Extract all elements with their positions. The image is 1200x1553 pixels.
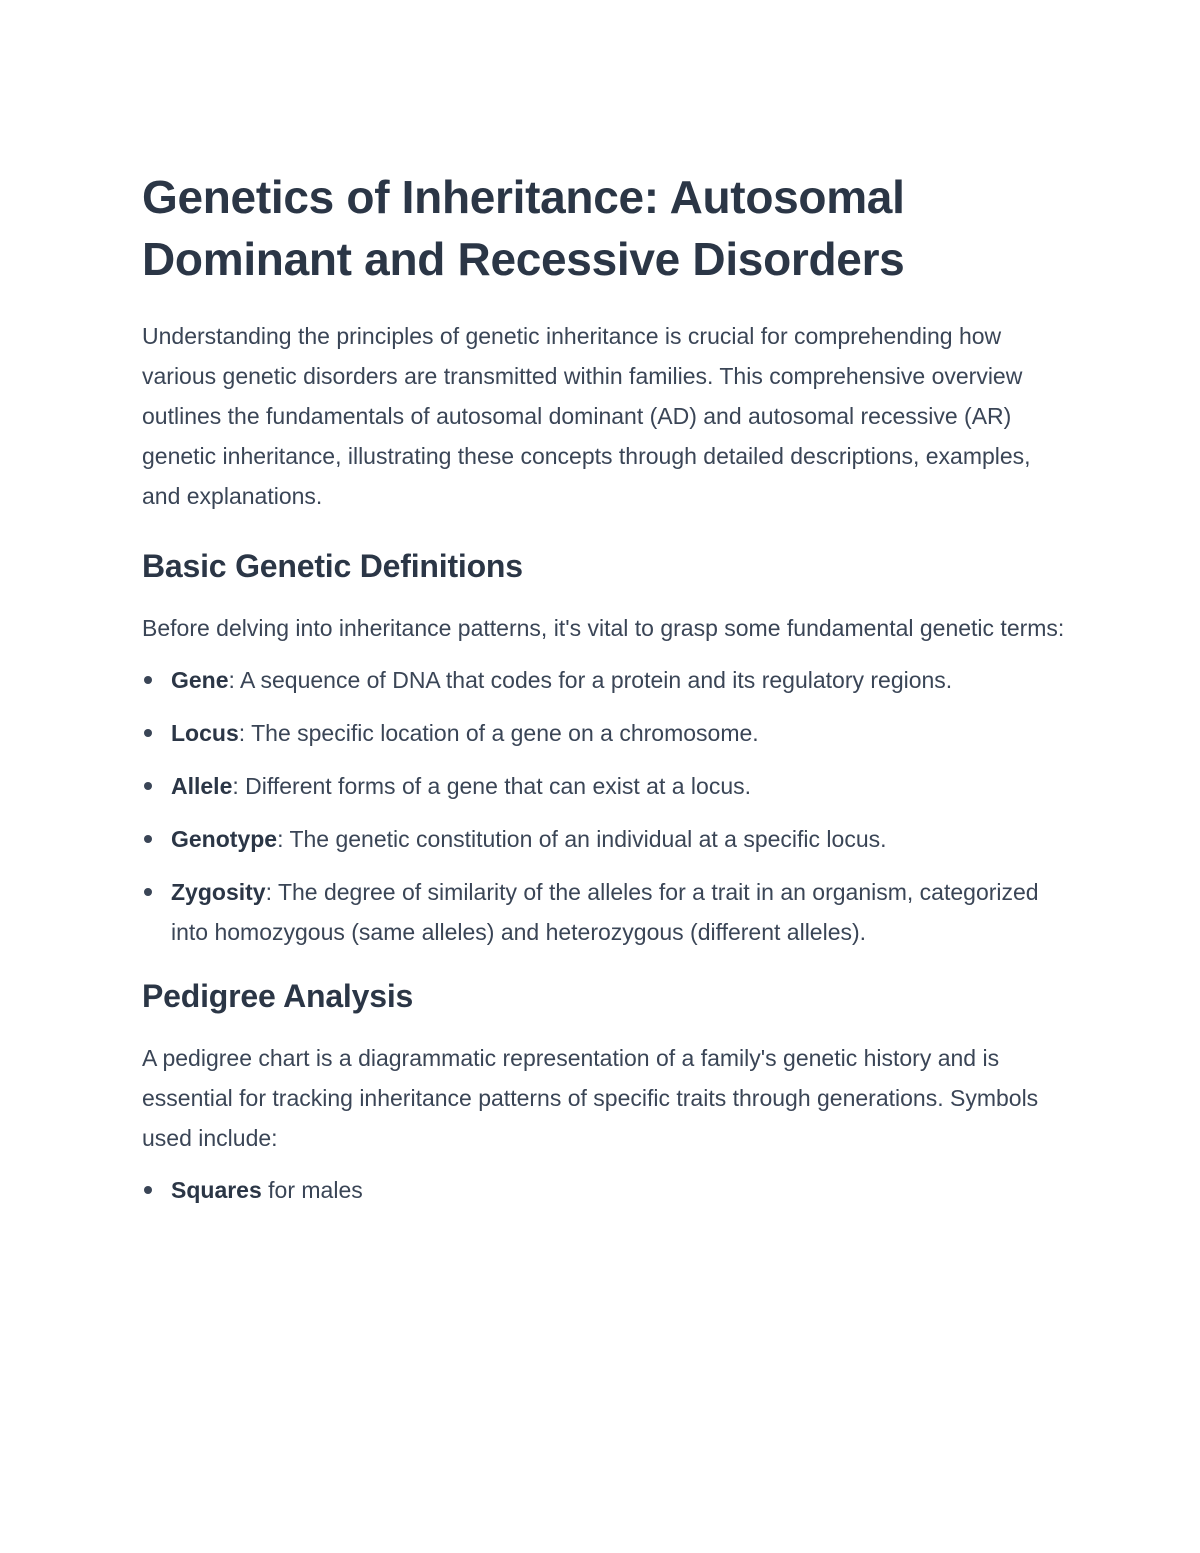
document-title: Genetics of Inheritance: Autosomal Dominant and Recessive Disorders [142,171,905,285]
term-definition: : A sequence of DNA that codes for a protein and its regulatory regions. [228,667,953,693]
term-label: Zygosity [171,879,266,905]
pedigree-symbols-list [142,1170,1072,1210]
list-item [142,872,1072,952]
bullet-icon [144,1186,152,1194]
intro-paragraph: Understanding the principles of genetic inheritance is crucial for comprehending how various genetic disorders are transmitted within families. This comprehensive overview outlines the fundamentals of autosomal dominant (AD) and autosomal recessive (AR) genetic inheritance, illustrating these concepts through detailed descriptions, examples, and explanations. [142,323,1031,509]
section-heading-basic-definitions: Basic Genetic Definitions [142,548,523,584]
pedigree-lead: A pedigree chart is a diagrammatic representation of a family's genetic history and is essential for tracking inheritance patterns of specific traits through generations. Symbols used include: [142,1045,1039,1151]
bullet-icon [144,835,152,843]
list-item [142,1170,1072,1210]
term-label: Allele [171,773,233,799]
document-page [142,166,1072,1223]
bullet-icon [144,729,152,737]
term-label: Squares [171,1177,262,1203]
bullet-icon [144,888,152,896]
list-item [142,766,1072,806]
term-label: Genotype [171,826,278,852]
term-definition: : The specific location of a gene on a chromosome. [238,720,759,746]
term-definition: : Different forms of a gene that can exist at a locus. [232,773,751,799]
term-definition: : The degree of similarity of the alleles for a trait in an organism, categorized into homozygous (same alleles) and heterozygous (different alleles). [171,879,1039,945]
term-definition: for males [261,1177,363,1203]
bullet-icon [144,676,152,684]
term-label: Gene [171,667,229,693]
bullet-icon [144,782,152,790]
term-label: Locus [171,720,239,746]
definitions-list [142,660,1072,952]
list-item [142,819,1072,859]
list-item [142,713,1072,753]
basic-definitions-lead: Before delving into inheritance patterns, it's vital to grasp some fundamental genetic terms: [142,615,1065,641]
term-definition: : The genetic constitution of an individual at a specific locus. [277,826,887,852]
section-heading-pedigree-analysis: Pedigree Analysis [142,978,414,1014]
list-item [142,660,1072,700]
